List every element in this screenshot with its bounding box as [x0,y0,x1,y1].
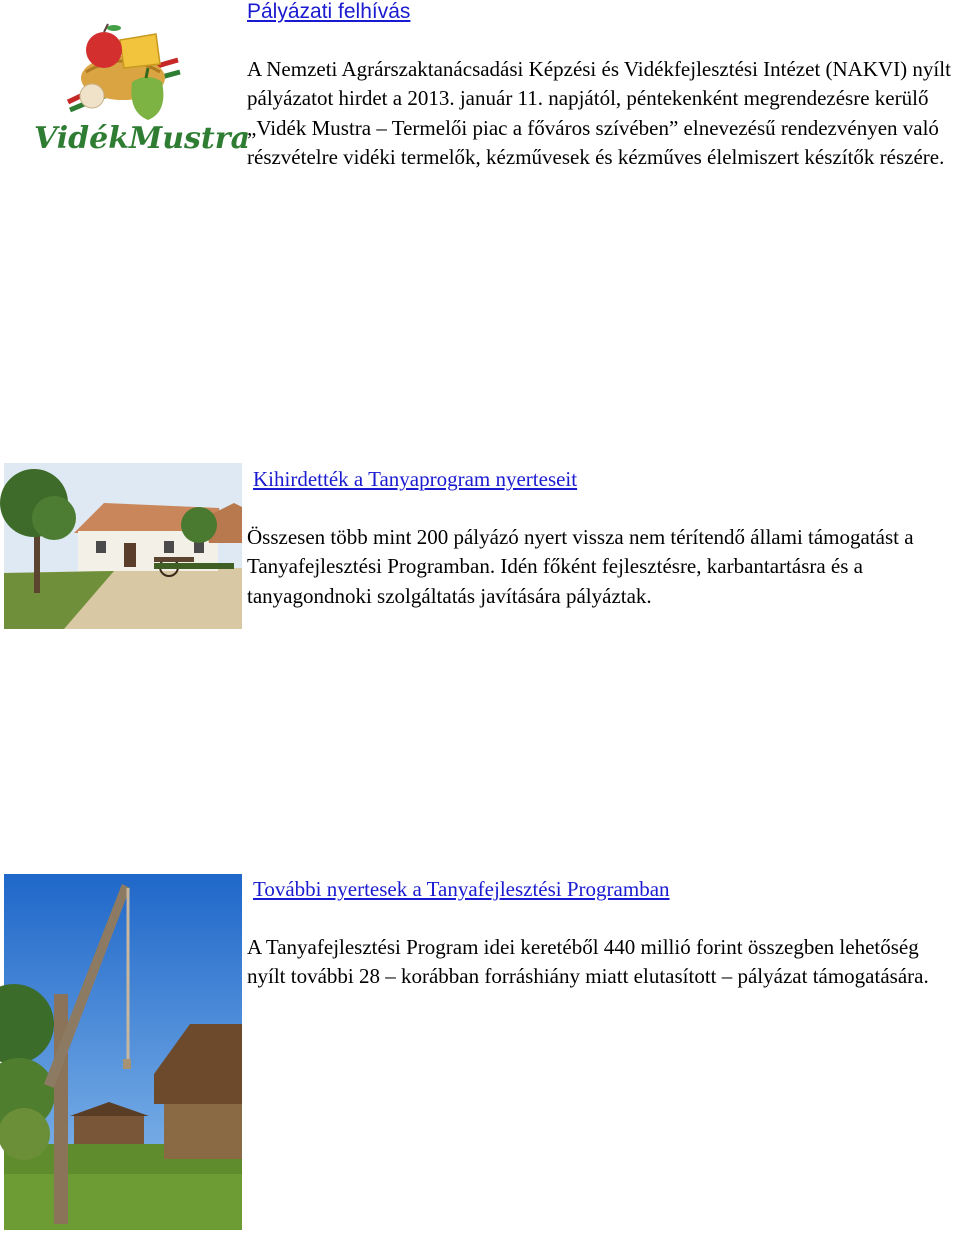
article-summary: A Tanyafejlesztési Program idei keretéből 440 millió forint összegben lehetőség nyílt további 28 – korábban forráshiány miatt elutasított – pályázat támogatására. [247,935,929,989]
article-title-link[interactable]: Kihirdették a Tanyaprogram nyerteseit [253,467,578,491]
article-summary: A Nemzeti Agrárszaktanácsadási Képzési és Vidékfejlesztési Intézet (NAKVI) nyílt pályázatot hirdet a 2013. január 11. napjától, péntekenként megrendezésre kerülő „Vidék Mustra – Termelői piac a főváros szívében” elnevezésű rendezvényen való részvételre vidéki termelők, kézművesek és kézműves élelmiszert készítők részére. [247,57,951,169]
article-title-link[interactable]: További nyertesek a Tanyafejlesztési Programban [253,877,670,901]
article-title-link[interactable]: Pályázati felhívás [247,0,411,23]
well-sweep-photo [4,874,242,1230]
svg-text:VidékMustra: VidékMustra [34,121,251,156]
farmhouse-photo [4,463,242,629]
videk-mustra-logo [28,20,251,170]
article-summary: Összesen több mint 200 pályázó nyert vissza nem térítendő állami támogatást a Tanyafejlesztési Programban. Idén főként fejlesztésre, karbantartásra és a tanyagondnoki szolgáltatás javítására pályáztak. [247,525,914,608]
